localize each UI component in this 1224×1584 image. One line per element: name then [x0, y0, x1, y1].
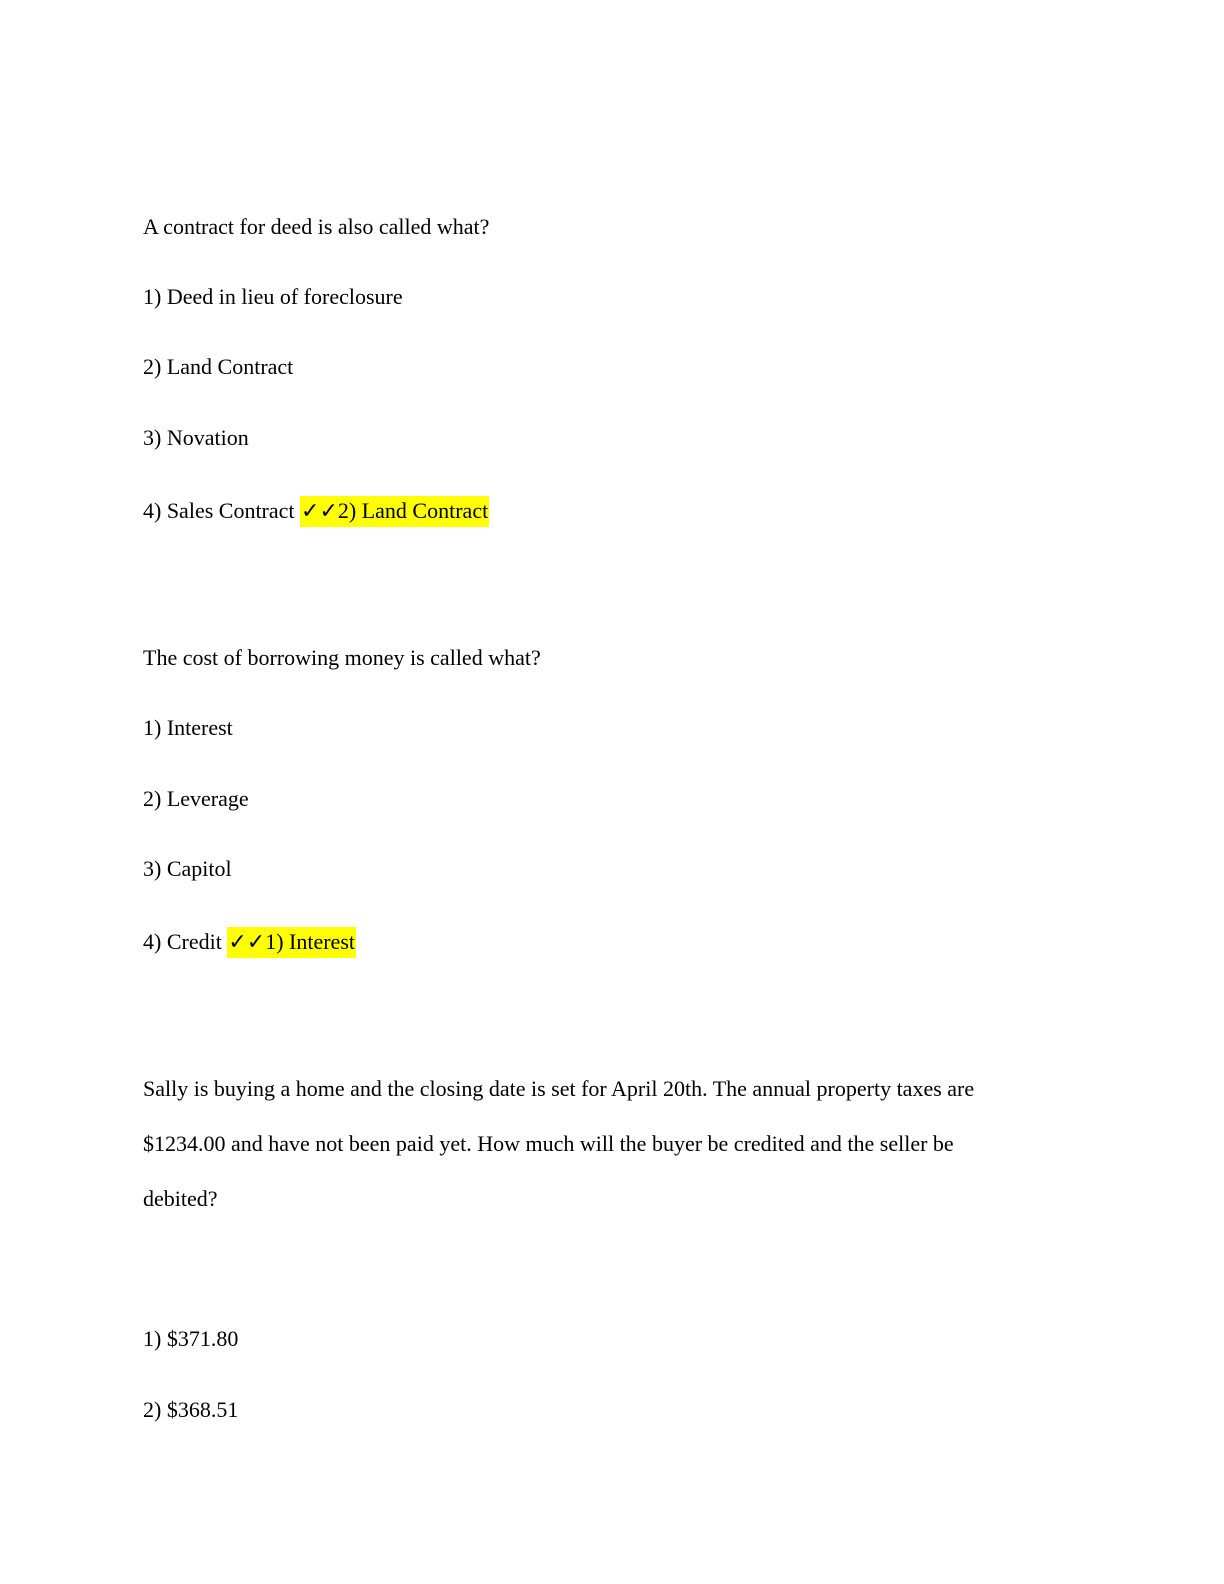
checkmark-icon: ✓✓: [228, 930, 266, 955]
question-3-option-2: 2) $368.51: [143, 1397, 239, 1422]
question-2-answer-highlight: [227, 927, 356, 958]
question-1-prompt: A contract for deed is also called what?: [143, 214, 490, 239]
question-2-option-4: 4) Credit: [143, 929, 222, 954]
question-3-option-1: 1) $371.80: [143, 1326, 239, 1351]
question-1-answer-highlight: [300, 496, 489, 527]
question-1-option-1: 1) Deed in lieu of foreclosure: [143, 284, 403, 309]
question-3-prompt-line-1: Sally is buying a home and the closing date is set for April 20th. The annual property taxes are: [143, 1076, 975, 1101]
question-2-option-2: 2) Leverage: [143, 786, 249, 811]
question-3-prompt-line-2: $1234.00 and have not been paid yet. How much will the buyer be credited and the seller be: [143, 1131, 954, 1156]
question-3-prompt-line-3: debited?: [143, 1186, 218, 1211]
question-1-option-2: 2) Land Contract: [143, 354, 294, 379]
question-2-option-1: 1) Interest: [143, 715, 233, 740]
question-1-option-4: 4) Sales Contract: [143, 498, 295, 523]
question-2-option-4-row: [143, 927, 356, 957]
question-2-answer: 1) Interest: [265, 929, 355, 954]
question-1-answer: 2) Land Contract: [337, 498, 489, 523]
question-2-option-3: 3) Capitol: [143, 856, 232, 881]
question-1-option-4-row: [143, 496, 489, 526]
question-2-prompt: The cost of borrowing money is called what?: [143, 645, 541, 670]
question-1-option-3: 3) Novation: [143, 425, 249, 450]
checkmark-icon: ✓✓: [301, 499, 338, 524]
